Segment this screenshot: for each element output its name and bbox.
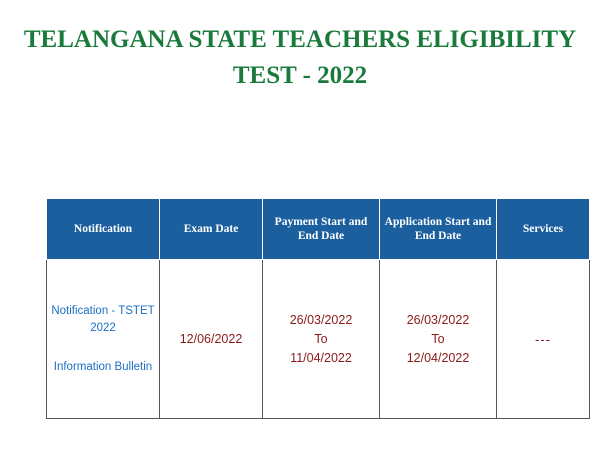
page-title: TELANGANA STATE TEACHERS ELIGIBILITY TEST - 2022 [23,26,577,89]
exam-schedule-table [46,198,590,419]
application-start-date: 26/03/2022 [406,312,470,327]
table-header [47,199,590,260]
table-header-row [47,199,590,260]
application-end-date: 12/04/2022 [406,350,470,365]
column-header-exam-date: Exam Date [160,199,263,260]
exam-schedule-table-wrapper [46,198,564,419]
application-date-separator: To [431,331,445,346]
column-header-application-dates: Application Start and End Date [380,199,497,260]
information-bulletin-link[interactable]: Information Bulletin [53,360,153,373]
column-header-payment-dates: Payment Start and End Date [263,199,380,260]
payment-date-separator: To [314,331,328,346]
cell-payment-dates [263,260,380,419]
payment-end-date: 11/04/2022 [290,350,352,365]
cell-services: --- [497,260,590,419]
payment-start-date: 26/03/2022 [289,312,353,327]
table-body [47,260,590,419]
cell-application-dates [380,260,497,419]
column-header-notification: Notification [47,199,160,260]
link-spacer [50,337,156,359]
table-row [47,260,590,419]
cell-notification-links [47,260,160,419]
column-header-services: Services [497,199,590,260]
cell-exam-date: 12/06/2022 [160,260,263,419]
notification-link[interactable]: Notification - TSTET 2022 [51,304,155,334]
